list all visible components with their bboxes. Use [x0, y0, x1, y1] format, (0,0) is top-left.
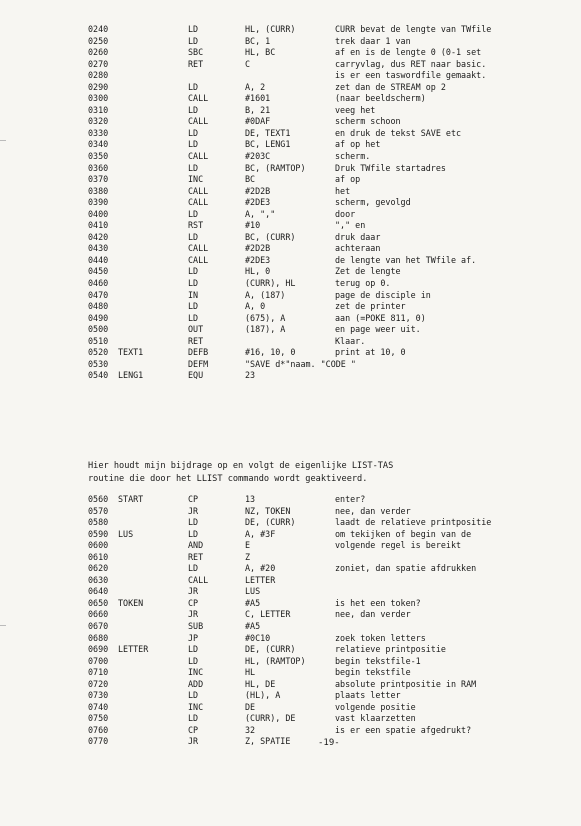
comment: af en is de lengte 0 (0-1 set: [335, 47, 482, 58]
line-number: 0460: [88, 278, 109, 289]
line-number: 0310: [88, 104, 109, 115]
comment: volgende positie: [335, 701, 416, 712]
line-number: 0770: [88, 736, 109, 747]
opcode: CALL: [188, 574, 209, 585]
comment: door: [335, 208, 356, 219]
line-number: 0620: [88, 563, 109, 574]
listing-row: [88, 105, 568, 117]
comment: relatieve printpositie: [335, 644, 446, 655]
comment: vast klaarzetten: [335, 713, 416, 724]
operand: HL, 0: [245, 266, 271, 277]
listing-row: [88, 359, 568, 371]
listing-row: [88, 128, 568, 140]
operand: 13: [245, 494, 256, 504]
listing-row: [88, 313, 568, 325]
page-number: -19-: [318, 738, 340, 748]
opcode: CP: [188, 724, 199, 735]
opcode: OUT: [188, 324, 204, 335]
line-number: 0580: [88, 517, 109, 528]
line-label: TOKEN: [118, 597, 144, 608]
line-number: 0260: [88, 47, 109, 58]
assembly-listing-bottom: [88, 494, 568, 748]
listing-row: [88, 70, 568, 82]
line-number: 0740: [88, 701, 109, 712]
operand: BC, (RAMTOP): [245, 162, 306, 173]
operand: (CURR), DE: [245, 713, 296, 724]
listing-row: [88, 266, 568, 278]
opcode: LD: [188, 127, 199, 138]
operand: DE, (CURR): [245, 517, 296, 528]
comment: zoniet, dan spatie afdrukken: [335, 563, 477, 574]
opcode: LD: [188, 35, 199, 46]
opcode: INC: [188, 667, 204, 678]
operand: LETTER: [245, 574, 276, 585]
listing-row: [88, 702, 568, 714]
listing-row: [88, 255, 568, 267]
comment: zet dan de STREAM op 2: [335, 81, 446, 92]
line-number: 0440: [88, 254, 109, 265]
comment: volgende regel is bereikt: [335, 540, 462, 551]
operand: Z, SPATIE: [245, 736, 291, 747]
margin-mark: [0, 625, 6, 626]
listing-row: [88, 290, 568, 302]
comment: enter?: [335, 494, 366, 504]
line-number: 0540: [88, 370, 109, 381]
operand: HL, (CURR): [245, 24, 296, 34]
listing-row: [88, 529, 568, 541]
listing-row: [88, 656, 568, 668]
opcode: RET: [188, 58, 204, 69]
line-label: LUS: [118, 528, 134, 539]
listing-row: [88, 609, 568, 621]
listing-row: [88, 197, 568, 209]
operand: DE, TEXT1: [245, 127, 291, 138]
operand: BC: [245, 174, 256, 185]
opcode: LD: [188, 81, 199, 92]
operand: LUS: [245, 586, 261, 597]
opcode: LD: [188, 528, 199, 539]
prose-line-2: routine die door het LLIST commando wordt geaktiveerd.: [88, 474, 368, 484]
comment: terug op 0.: [335, 278, 391, 289]
comment: af op: [335, 174, 361, 185]
opcode: RST: [188, 220, 204, 231]
operand: C, LETTER: [245, 609, 291, 620]
opcode: LD: [188, 644, 199, 655]
comment: achteraan: [335, 243, 381, 254]
line-number: 0490: [88, 312, 109, 323]
line-number: 0560: [88, 494, 109, 504]
comment: is er een taswordfile gemaakt.: [335, 70, 487, 81]
comment: aan (=POKE 811, 0): [335, 312, 426, 323]
line-number: 0270: [88, 58, 109, 69]
line-number: 0330: [88, 127, 109, 138]
comment: nee, dan verder: [335, 505, 411, 516]
comment: en druk de tekst SAVE etc: [335, 127, 462, 138]
comment: Zet de lengte: [335, 266, 401, 277]
line-number: 0320: [88, 116, 109, 127]
listing-row: [88, 540, 568, 552]
opcode: CALL: [188, 151, 209, 162]
opcode: LD: [188, 655, 199, 666]
opcode: LD: [188, 266, 199, 277]
comment: veeg het: [335, 104, 376, 115]
line-number: 0600: [88, 540, 109, 551]
listing-row: [88, 186, 568, 198]
operand: HL, (RAMTOP): [245, 655, 306, 666]
opcode: LD: [188, 517, 199, 528]
opcode: LD: [188, 278, 199, 289]
opcode: JR: [188, 609, 199, 620]
operand: 23: [245, 370, 256, 381]
opcode: LD: [188, 162, 199, 173]
line-number: 0350: [88, 151, 109, 162]
operand: "SAVE d*"naam. "CODE ": [245, 358, 356, 369]
opcode: SUB: [188, 621, 204, 632]
line-number: 0750: [88, 713, 109, 724]
line-number: 0650: [88, 597, 109, 608]
operand: #16, 10, 0: [245, 347, 296, 358]
comment: carryvlag, dus RET naar basic.: [335, 58, 487, 69]
opcode: JR: [188, 736, 199, 747]
opcode: CP: [188, 597, 199, 608]
comment: scherm.: [335, 151, 371, 162]
listing-row: [88, 243, 568, 255]
operand: 32: [245, 724, 256, 735]
line-number: 0430: [88, 243, 109, 254]
operand: #A5: [245, 597, 261, 608]
line-number: 0680: [88, 632, 109, 643]
listing-row: [88, 174, 568, 186]
listing-row: [88, 347, 568, 359]
line-number: 0660: [88, 609, 109, 620]
listing-row: [88, 47, 568, 59]
comment: druk daar: [335, 231, 381, 242]
opcode: CALL: [188, 254, 209, 265]
line-number: 0370: [88, 174, 109, 185]
comment: het: [335, 185, 351, 196]
listing-row: [88, 586, 568, 598]
listing-row: [88, 163, 568, 175]
comment: trek daar 1 van: [335, 35, 411, 46]
operand: DE: [245, 701, 256, 712]
listing-row: [88, 232, 568, 244]
line-number: 0250: [88, 35, 109, 46]
comment: print at 10, 0: [335, 347, 406, 358]
line-number: 0700: [88, 655, 109, 666]
opcode: LD: [188, 208, 199, 219]
comment: CURR bevat de lengte van TWfile: [335, 24, 492, 34]
listing-row: [88, 116, 568, 128]
listing-row: [88, 621, 568, 633]
comment: om tekijken of begin van de: [335, 528, 472, 539]
comment: af op het: [335, 139, 381, 150]
opcode: LD: [188, 231, 199, 242]
comment: is het een token?: [335, 597, 421, 608]
line-number: 0450: [88, 266, 109, 277]
opcode: DEFB: [188, 347, 209, 358]
line-label: LENG1: [118, 370, 144, 381]
operand: HL, DE: [245, 678, 276, 689]
opcode: CALL: [188, 243, 209, 254]
listing-row: [88, 324, 568, 336]
opcode: CALL: [188, 185, 209, 196]
opcode: LD: [188, 713, 199, 724]
comment: Klaar.: [335, 335, 366, 346]
opcode: ADD: [188, 678, 204, 689]
opcode: LD: [188, 301, 199, 312]
opcode: JR: [188, 505, 199, 516]
comment: "," en: [335, 220, 366, 231]
line-number: 0510: [88, 335, 109, 346]
opcode: IN: [188, 289, 199, 300]
listing-row: [88, 552, 568, 564]
listing-row: [88, 151, 568, 163]
operand: (HL), A: [245, 690, 281, 701]
operand: DE, (CURR): [245, 644, 296, 655]
line-number: 0610: [88, 551, 109, 562]
comment: plaats letter: [335, 690, 401, 701]
opcode: RET: [188, 551, 204, 562]
line-number: 0390: [88, 197, 109, 208]
listing-row: [88, 667, 568, 679]
line-number: 0340: [88, 139, 109, 150]
line-number: 0500: [88, 324, 109, 335]
line-number: 0520: [88, 347, 109, 358]
listing-row: [88, 679, 568, 691]
listing-row: [88, 278, 568, 290]
listing-row: [88, 690, 568, 702]
operand: A, #20: [245, 563, 276, 574]
opcode: EQU: [188, 370, 204, 381]
opcode: LD: [188, 24, 199, 34]
listing-row: [88, 370, 568, 382]
line-number: 0710: [88, 667, 109, 678]
opcode: INC: [188, 701, 204, 712]
opcode: JP: [188, 632, 199, 643]
comment: en page weer uit.: [335, 324, 421, 335]
operand: A, (187): [245, 289, 286, 300]
margin-mark: [0, 140, 6, 141]
operand: BC, 1: [245, 35, 271, 46]
operand: (187), A: [245, 324, 286, 335]
listing-row: [88, 644, 568, 656]
comment: is er een spatie afgedrukt?: [335, 724, 472, 735]
line-number: 0670: [88, 621, 109, 632]
opcode: SBC: [188, 47, 204, 58]
line-number: 0760: [88, 724, 109, 735]
line-number: 0280: [88, 70, 109, 81]
operand: (675), A: [245, 312, 286, 323]
line-number: 0380: [88, 185, 109, 196]
opcode: CP: [188, 494, 199, 504]
line-number: 0570: [88, 505, 109, 516]
operand: #10: [245, 220, 261, 231]
opcode: CALL: [188, 197, 209, 208]
listing-row: [88, 59, 568, 71]
operand: #0C10: [245, 632, 271, 643]
line-number: 0470: [88, 289, 109, 300]
comment: (naar beeldscherm): [335, 93, 426, 104]
listing-row: [88, 24, 568, 36]
line-number: 0360: [88, 162, 109, 173]
comment: laadt de relatieve printpositie: [335, 517, 492, 528]
line-number: 0630: [88, 574, 109, 585]
listing-row: [88, 82, 568, 94]
listing-row: [88, 36, 568, 48]
listing-row: [88, 598, 568, 610]
operand: #2D2B: [245, 185, 271, 196]
line-number: 0300: [88, 93, 109, 104]
operand: #2DE3: [245, 254, 271, 265]
opcode: JR: [188, 586, 199, 597]
operand: C: [245, 58, 251, 69]
listing-row: [88, 725, 568, 737]
opcode: LD: [188, 690, 199, 701]
opcode: INC: [188, 174, 204, 185]
operand: #0DAF: [245, 116, 271, 127]
listing-row: [88, 713, 568, 725]
listing-row: [88, 494, 568, 506]
listing-row: [88, 139, 568, 151]
line-number: 0410: [88, 220, 109, 231]
line-number: 0480: [88, 301, 109, 312]
comment: page de disciple in: [335, 289, 431, 300]
comment: scherm, gevolgd: [335, 197, 411, 208]
opcode: LD: [188, 563, 199, 574]
operand: #2DE3: [245, 197, 271, 208]
listing-row: [88, 517, 568, 529]
opcode: RET: [188, 335, 204, 346]
operand: E: [245, 540, 251, 551]
operand: BC, (CURR): [245, 231, 296, 242]
operand: A, 0: [245, 301, 266, 312]
listing-row: [88, 336, 568, 348]
line-number: 0690: [88, 644, 109, 655]
listing-row: [88, 563, 568, 575]
prose-line-1: Hier houdt mijn bijdrage op en volgt de eigenlijke LIST-TAS: [88, 461, 394, 471]
opcode: LD: [188, 104, 199, 115]
assembly-listing-top: [88, 24, 568, 382]
operand: A, 2: [245, 81, 266, 92]
line-label: TEXT1: [118, 347, 144, 358]
comment: begin tekstfile-1: [335, 655, 421, 666]
comment: zet de printer: [335, 301, 406, 312]
line-label: LETTER: [118, 644, 149, 655]
operand: A, ",": [245, 208, 276, 219]
opcode: CALL: [188, 93, 209, 104]
opcode: DEFM: [188, 358, 209, 369]
comment: nee, dan verder: [335, 609, 411, 620]
operand: #A5: [245, 621, 261, 632]
comment: absolute printpositie in RAM: [335, 678, 477, 689]
line-label: START: [118, 494, 144, 504]
listing-row: [88, 220, 568, 232]
opcode: CALL: [188, 116, 209, 127]
line-number: 0400: [88, 208, 109, 219]
listing-row: [88, 633, 568, 645]
opcode: LD: [188, 312, 199, 323]
comment: de lengte van het TWfile af.: [335, 254, 477, 265]
operand: BC, LENG1: [245, 139, 291, 150]
line-number: 0640: [88, 586, 109, 597]
line-number: 0530: [88, 358, 109, 369]
comment: scherm schoon: [335, 116, 401, 127]
listing-row: [88, 301, 568, 313]
comment: begin tekstfile: [335, 667, 411, 678]
operand: NZ, TOKEN: [245, 505, 291, 516]
listing-row: [88, 506, 568, 518]
opcode: LD: [188, 139, 199, 150]
operand: HL: [245, 667, 256, 678]
operand: #2D2B: [245, 243, 271, 254]
line-number: 0290: [88, 81, 109, 92]
operand: #203C: [245, 151, 271, 162]
line-number: 0590: [88, 528, 109, 539]
line-number: 0730: [88, 690, 109, 701]
listing-row: [88, 93, 568, 105]
opcode: AND: [188, 540, 204, 551]
operand: (CURR), HL: [245, 278, 296, 289]
operand: HL, BC: [245, 47, 276, 58]
comment: zoek token letters: [335, 632, 426, 643]
operand: A, #3F: [245, 528, 276, 539]
operand: Z: [245, 551, 251, 562]
line-number: 0720: [88, 678, 109, 689]
operand: #1601: [245, 93, 271, 104]
listing-row: [88, 575, 568, 587]
line-number: 0240: [88, 24, 109, 34]
listing-row: [88, 209, 568, 221]
operand: B, 21: [245, 104, 271, 115]
line-number: 0420: [88, 231, 109, 242]
comment: Druk TWfile startadres: [335, 162, 446, 173]
